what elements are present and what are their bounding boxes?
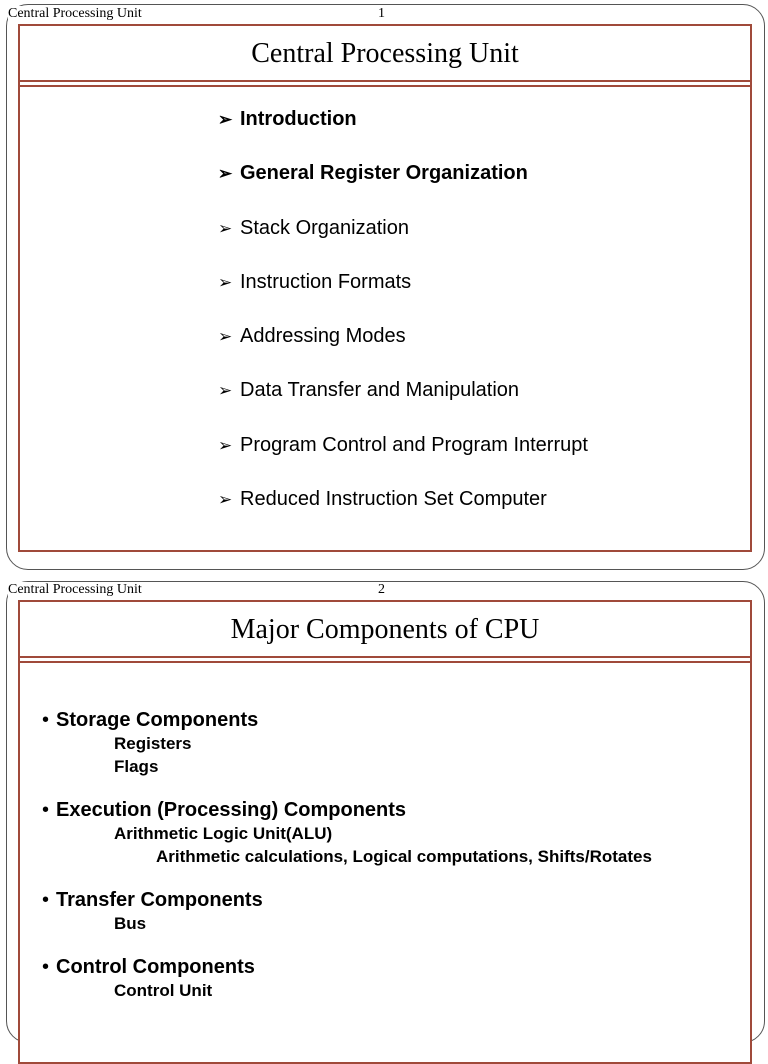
- component-sub-item: Bus: [114, 914, 147, 933]
- list-item: [218, 215, 588, 269]
- topic-label: Data Transfer and Manipulation: [240, 379, 520, 402]
- title-bar: [20, 602, 750, 660]
- component-heading: [42, 798, 652, 822]
- arrow-bullet-icon: ➢: [218, 110, 233, 129]
- topic-label: Addressing Modes: [240, 325, 406, 348]
- list-item: [218, 106, 588, 160]
- component-sub-item: Flags: [114, 757, 159, 776]
- title-divider: [20, 85, 750, 87]
- component-heading: [42, 708, 652, 732]
- list-item: [218, 269, 588, 323]
- topic-label: Instruction Formats: [240, 270, 412, 293]
- slide-content-box: [18, 24, 752, 552]
- topic-label: General Register Organization: [240, 162, 528, 185]
- list-item: [42, 955, 652, 1002]
- list-item: [218, 160, 588, 214]
- arrow-bullet-icon: ➢: [218, 164, 233, 184]
- list-item: [218, 432, 588, 486]
- title-divider: [20, 661, 750, 663]
- topic-label: Stack Organization: [240, 216, 409, 239]
- page-number: 2: [378, 582, 385, 597]
- list-item: [42, 888, 652, 935]
- list-item: [218, 377, 588, 431]
- topic-label: Introduction: [240, 108, 357, 130]
- component-heading: [42, 955, 652, 979]
- component-sub-item: Control Unit: [114, 981, 213, 1000]
- topic-list: [218, 106, 588, 540]
- list-item: [42, 708, 652, 778]
- slide-header: Central Processing Unit: [8, 582, 148, 598]
- topic-label: Program Control and Program Interrupt: [240, 433, 588, 456]
- bullet-icon: •: [42, 956, 50, 978]
- slide-2: [0, 576, 768, 1024]
- list-item: [218, 486, 588, 540]
- title-divider: [20, 656, 750, 658]
- title-bar: [20, 26, 750, 84]
- component-sub-item: Registers: [114, 734, 192, 753]
- component-detail: Arithmetic calculations, Logical computations, Shifts/Rotates: [156, 847, 652, 866]
- slide-title: Major Components of CPU: [230, 614, 540, 645]
- list-item: [218, 323, 588, 377]
- component-list: [42, 708, 652, 1022]
- slide-title: Central Processing Unit: [251, 38, 519, 69]
- title-divider: [20, 80, 750, 82]
- bullet-icon: •: [42, 799, 50, 821]
- bullet-icon: •: [42, 709, 50, 731]
- arrow-bullet-icon: ➢: [218, 490, 233, 510]
- arrow-bullet-icon: ➢: [218, 327, 233, 347]
- arrow-bullet-icon: ➢: [218, 272, 233, 292]
- component-label: Execution (Processing) Components: [56, 799, 407, 821]
- page-number: 1: [378, 6, 385, 21]
- component-label: Storage Components: [56, 709, 259, 731]
- arrow-bullet-icon: ➢: [218, 218, 233, 238]
- arrow-bullet-icon: ➢: [218, 435, 233, 455]
- slide-header: Central Processing Unit: [8, 6, 148, 22]
- component-label: Transfer Components: [56, 889, 263, 911]
- bullet-icon: •: [42, 889, 50, 911]
- arrow-bullet-icon: ➢: [218, 381, 233, 401]
- slide-content-box: [18, 600, 752, 1064]
- topic-label: Reduced Instruction Set Computer: [240, 488, 547, 511]
- list-item: [42, 798, 652, 868]
- component-label: Control Components: [56, 956, 255, 978]
- component-sub-item: Arithmetic Logic Unit(ALU): [114, 824, 333, 843]
- component-heading: [42, 888, 652, 912]
